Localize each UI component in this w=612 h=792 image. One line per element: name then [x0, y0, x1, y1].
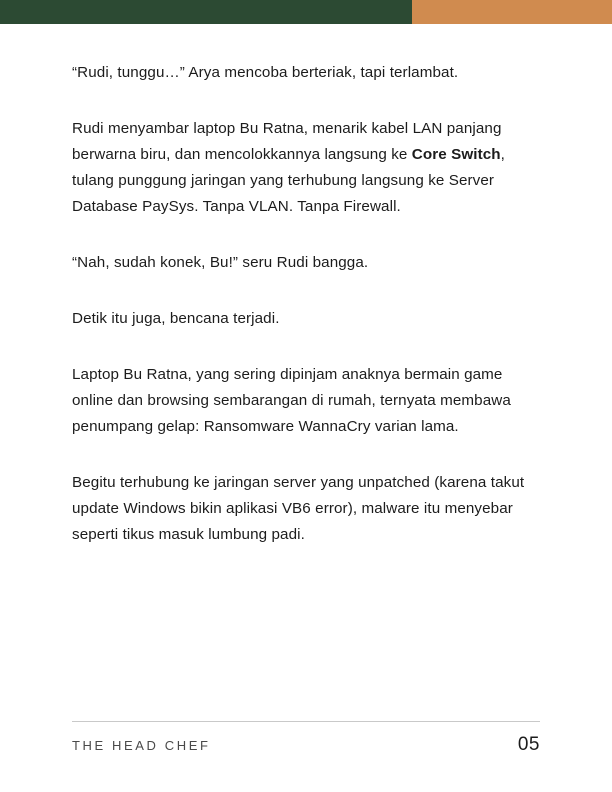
plain-text: Laptop Bu Ratna, yang sering dipinjam anaknya bermain game online dan browsing sembarangan di rumah, ternyata membawa penumpang gelap: Ransomware WannaCry varian lama. [72, 366, 511, 435]
body-paragraph [72, 116, 540, 220]
emphasis-text: Core Switch [411, 146, 501, 163]
plain-text: “Nah, sudah konek, Bu!” seru Rudi bangga. [72, 254, 369, 271]
plain-text: Detik itu juga, bencana terjadi. [72, 310, 280, 327]
plain-text: Begitu terhubung ke jaringan server yang unpatched (karena takut update Windows bikin aplikasi VB6 error), malware itu menyebar seperti tikus masuk lumbung padi. [72, 474, 525, 543]
page-body [72, 60, 540, 578]
body-paragraph [72, 60, 540, 86]
header-bar-orange [412, 0, 612, 24]
plain-text: , tulang punggung jaringan yang terhubung langsung ke Server Database PaySys. Tanpa VLAN. Tanpa Firewall. [72, 146, 505, 215]
header-bar-green [0, 0, 412, 24]
body-paragraph [72, 250, 540, 276]
plain-text: “Rudi, tunggu…” Arya mencoba berteriak, tapi terlambat. [72, 64, 459, 81]
body-paragraph [72, 306, 540, 332]
footer-page-number: 05 [517, 734, 540, 755]
footer-book-title: THE HEAD CHEF [72, 738, 211, 753]
body-paragraph [72, 470, 540, 548]
plain-text: Rudi menyambar laptop Bu Ratna, menarik kabel LAN panjang berwarna biru, dan mencolokkannya langsung ke [72, 120, 502, 163]
body-paragraph [72, 362, 540, 440]
header-decoration-bar [0, 0, 612, 24]
page-footer [72, 721, 540, 756]
